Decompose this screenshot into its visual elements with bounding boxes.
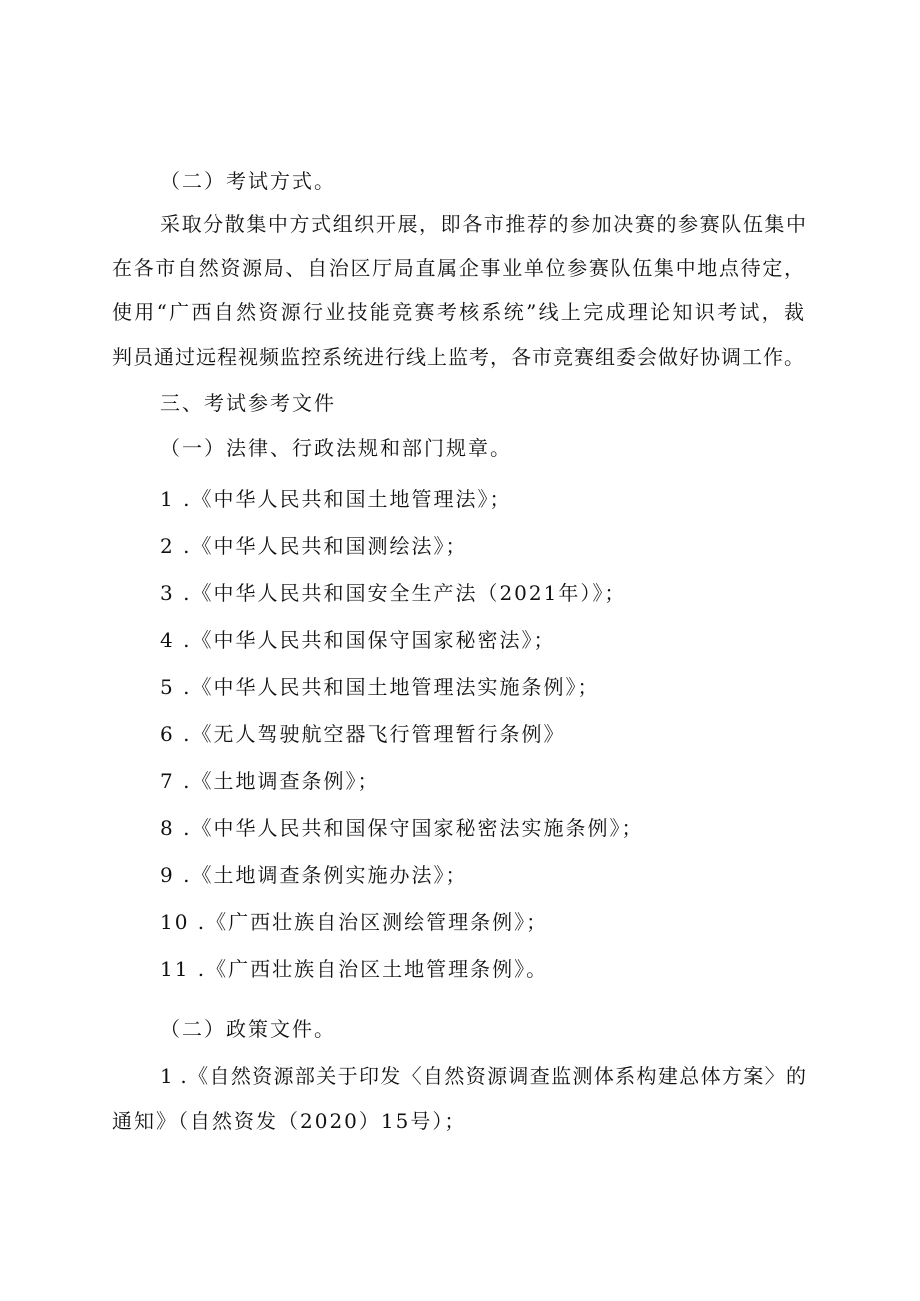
law-list-item: 4 .《中华人民共和国保守国家秘密法》； xyxy=(160,628,556,652)
policy-item-line-2: 通知》（自然资发（2020）15号）； xyxy=(112,1109,467,1133)
references-heading: 三、考试参考文件 xyxy=(160,391,336,415)
law-list-item: 6 .《无人驾驶航空器飞行管理暂行条例》 xyxy=(160,722,566,746)
exam-method-paragraph-line-3: 使用“广西自然资源行业技能竞赛考核系统”线上完成理论知识考试，裁 xyxy=(112,300,804,324)
law-list-item: 5 .《中华人民共和国土地管理法实施条例》； xyxy=(160,675,600,699)
exam-method-heading: （二）考试方式。 xyxy=(160,169,336,193)
law-list-item: 8 .《中华人民共和国保守国家秘密法实施条例》； xyxy=(160,816,644,840)
laws-heading: （一）法律、行政法规和部门规章。 xyxy=(160,436,512,460)
law-list-item: 11 .《广西壮族自治区土地管理条例》。 xyxy=(160,957,549,981)
law-list-item: 1 .《中华人民共和国土地管理法》； xyxy=(160,487,512,511)
policies-heading: （二）政策文件。 xyxy=(160,1017,336,1041)
law-list-item: 9 .《土地调查条例实施办法》； xyxy=(160,863,468,887)
law-list-item: 2 .《中华人民共和国测绘法》； xyxy=(160,534,468,558)
law-list-item: 10 .《广西壮族自治区测绘管理条例》； xyxy=(160,910,549,934)
law-list-item: 3 .《中华人民共和国安全生产法（2021年）》； xyxy=(160,581,627,605)
law-list-item: 7 .《土地调查条例》； xyxy=(160,769,380,793)
policy-item-line-1: 1 .《自然资源部关于印发〈自然资源调查监测体系构建总体方案〉的 xyxy=(160,1064,806,1088)
exam-method-paragraph-line-2: 在各市自然资源局、自治区厅局直属企事业单位参赛队伍集中地点待定， xyxy=(112,256,804,280)
exam-method-paragraph-line-4: 判员通过远程视频监控系统进行线上监考，各市竞赛组委会做好协调工作。 xyxy=(112,345,804,369)
exam-method-paragraph-line-1: 采取分散集中方式组织开展，即各市推荐的参加决赛的参赛队伍集中 xyxy=(160,212,806,236)
